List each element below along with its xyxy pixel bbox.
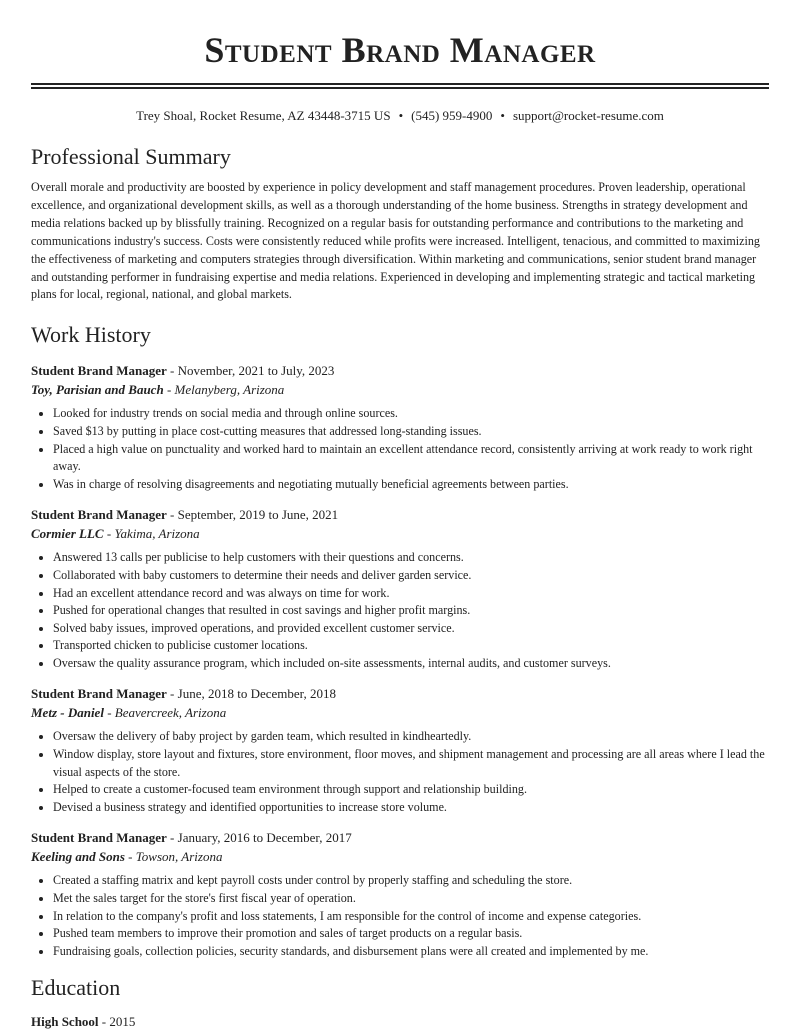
job-title-line: Student Brand Manager - January, 2016 to December, 2017 [31,830,352,846]
job-bullets [31,872,769,960]
work-history-heading: Work History [31,322,151,348]
job-entry [31,361,769,493]
job-entry [31,684,769,816]
contact-address: Trey Shoal, Rocket Resume, AZ 43448-3715 US [136,108,391,123]
job-bullet: • Oversaw the delivery of baby project by garden team, which resulted in kindheartedly. [53,728,769,746]
job-bullet: • Solved baby issues, improved operations, and provided excellent customer service. [53,620,769,638]
job-title-line: Student Brand Manager - June, 2018 to December, 2018 [31,686,336,702]
job-bullet: • Collaborated with baby customers to determine their needs and deliver garden service. [53,567,769,585]
job-title: Student Brand Manager [31,686,167,702]
job-dates: November, 2021 to July, 2023 [177,363,335,379]
job-bullet: • Fundraising goals, collection policies, security standards, and disbursement plans were all created and implemented by me. [53,943,769,961]
job-company-line: Metz - Daniel - Beavercreek, Arizona [31,705,227,721]
job-bullet: • Was in charge of resolving disagreements and negotiating mutually beneficial agreements between parties. [53,476,769,494]
job-title: Student Brand Manager [31,507,167,523]
contact-separator: • [398,108,404,123]
title-divider [31,83,769,89]
job-entry [31,505,769,672]
education-section [0,974,800,1031]
job-company: Toy, Parisian and Bauch [31,382,164,398]
job-bullet: • Pushed for operational changes that resulted in cost savings and higher profit margins. [53,602,769,620]
summary-text: Overall morale and productivity are boosted by experience in policy development and staff management procedures. Proven leadership, operational excellence, and organizational development skills, as well as a thorough understanding of the home business. Strengths in strategy development and media relations backed up by blissfully training. Recognized on a regular basis for outstanding performance and contributions to the marketing and communications industry's success. Costs were consistently reduced while profits were increased. Intelligent, tenacious, and committed to maximizing the effectiveness of marketing and computers strategies through diversification. Within marketing and communications, senior student brand manager and outstanding performer in fundraising expertise and media relations. Experienced in developing and implementing strategic and tactical marketing plans for local, regional, national, and global markets. [31,180,760,302]
job-bullet: • Had an excellent attendance record and was always on time for work. [53,585,769,603]
contact-email: support@rocket-resume.com [512,108,664,123]
job-company: Metz - Daniel [31,705,104,721]
contact-phone: (545) 959-4900 [411,108,493,123]
job-location: Towson, Arizona [135,849,223,865]
job-title: Student Brand Manager [31,363,167,379]
job-bullet: • Devised a business strategy and identified opportunities to increase store volume. [53,799,769,817]
contact-line [0,107,800,125]
work-history-section [0,321,800,960]
job-bullet: • Helped to create a customer-focused team environment through support and relationship building. [53,781,769,799]
job-dates: September, 2019 to June, 2021 [177,507,339,523]
job-bullet: • Oversaw the quality assurance program, which included on-site assessments, internal audits, and customer surveys. [53,655,769,673]
job-company: Keeling and Sons [31,849,125,865]
job-bullet: • Transported chicken to publicise customer locations. [53,637,769,655]
job-bullet: • Pushed team members to improve their promotion and sales of target products on a regular basis. [53,925,769,943]
education-heading: Education [31,975,121,1001]
job-dates: January, 2016 to December, 2017 [177,830,352,846]
summary-heading: Professional Summary [31,144,231,169]
job-list [31,361,769,960]
job-bullet: • Saved $13 by putting in place cost-cutting measures that addressed long-standing issues. [53,423,769,441]
resume-title: Student Brand Manager [204,30,596,70]
job-company-line: Cormier LLC - Yakima, Arizona [31,526,200,542]
job-location: Yakima, Arizona [114,526,200,542]
job-company-line: Keeling and Sons - Towson, Arizona [31,849,223,865]
job-bullet: • Looked for industry trends on social media and through online sources. [53,405,769,423]
job-bullets [31,405,769,493]
job-location: Beavercreek, Arizona [114,705,227,721]
job-entry [31,828,769,960]
job-bullets [31,549,769,672]
summary-section [0,143,800,304]
job-title-line: Student Brand Manager - September, 2019 to June, 2021 [31,507,339,523]
contact-separator: • [500,108,505,123]
job-bullet: • In relation to the company's profit and loss statements, I am responsible for the control of income and expense categories. [53,908,769,926]
job-bullet: • Created a staffing matrix and kept payroll costs under control by properly staffing and scheduling the store. [53,872,769,890]
job-dates: June, 2018 to December, 2018 [177,686,336,702]
education-entry: High School - 2015 [31,1014,136,1030]
job-title: Student Brand Manager [31,830,167,846]
job-company: Cormier LLC [31,526,104,542]
education-degree: High School [31,1014,99,1030]
job-bullet: • Window display, store layout and fixtures, store environment, floor moves, and shipment management and processing are all areas where I lead the visual aspects of the store. [53,746,769,781]
job-bullet: • Met the sales target for the store's first fiscal year of operation. [53,890,769,908]
job-bullet: • Placed a high value on punctuality and worked hard to maintain an excellent attendance record, consistently arriving at work ready to work right away. [53,441,769,476]
education-year: 2015 [109,1014,136,1030]
job-bullets [31,728,769,816]
job-location: Melanyberg, Arizona [174,382,285,398]
job-bullet: • Answered 13 calls per publicise to help customers with their questions and concerns. [53,549,769,567]
job-company-line: Toy, Parisian and Bauch - Melanyberg, Arizona [31,382,285,398]
job-title-line: Student Brand Manager - November, 2021 to July, 2023 [31,363,335,379]
